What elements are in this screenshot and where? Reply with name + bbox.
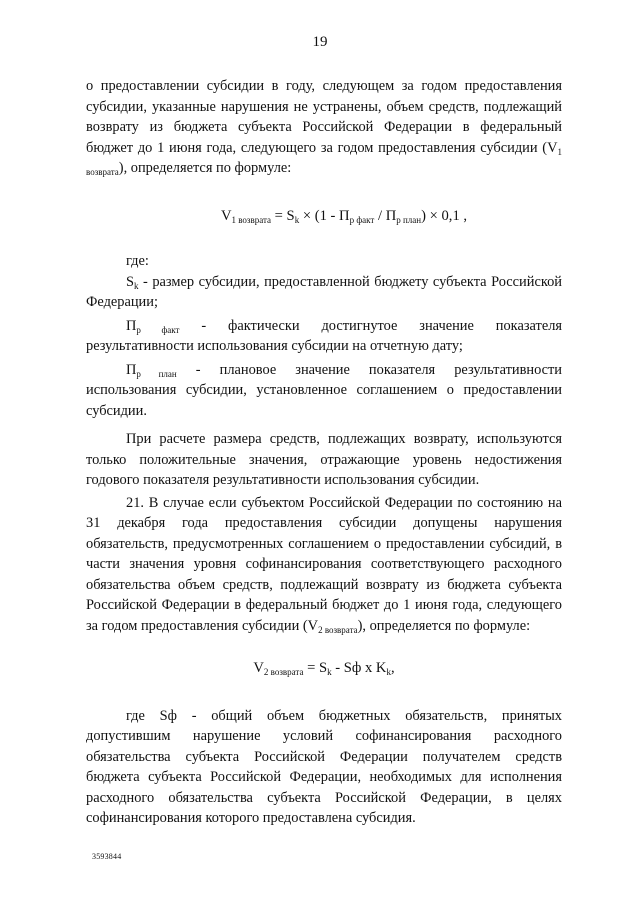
pplan-text: - плановое значение показателя результативности использования субсидии, установленное соглашением о предоставлении субсидии. (86, 361, 563, 419)
pplan-subscript: р план (136, 368, 177, 379)
definition-sf-paragraph: где Sф - общий объем бюджетных обязательств, принятых допустившим нарушение условий софинансирования расходного обязательства субъекта Российской Федерации получателем средств бюджета субъекта Российской Федерации, необходимых для исполнения расходного обязательства субъекта Российской Федерации, в целях софинансирования которого предоставлена субсидия. (86, 707, 562, 826)
formula1-mid: = S (271, 207, 295, 224)
formula2-v: V (253, 660, 264, 676)
intro-tail: ), определяется по формуле: (118, 160, 292, 176)
formula-v1 (86, 206, 562, 227)
formula1-rest1: × (1 - П (299, 207, 350, 224)
formula2-rest1: - Sф x K (331, 660, 387, 676)
sk-subscript: k (134, 280, 139, 291)
document-code: 3593844 (92, 852, 122, 861)
sk-text: - размер субсидии, предоставленной бюджету субъекта Российской Федерации; (86, 273, 562, 310)
formula-v2 (86, 658, 562, 679)
formula1-v-sub: 1 возврата (231, 214, 272, 225)
pfact-subscript: р факт (136, 324, 180, 335)
definition-pplan (86, 360, 562, 422)
formula1-p1-sub: р факт (349, 214, 375, 225)
formula1-p2-sub: р план (396, 214, 422, 225)
clause-21-tail: ), определяется по формуле: (357, 617, 531, 634)
intro-subscript: 1 возврата (86, 146, 562, 177)
intro-paragraph (86, 76, 562, 179)
clause-21-paragraph (86, 493, 562, 637)
formula2-k-sub: k (386, 667, 391, 677)
definition-pfact (86, 316, 562, 357)
page-number: 19 (312, 34, 328, 50)
intro-text: о предоставлении субсидии в году, следующем за годом предоставления субсидии, указанные нарушения не устранены, объем средств, подлежащий возврату из бюджета субъекта Российской Федерации в федеральный бюджет до 1 июня года, следующего за годом предоставления субсидии (V (86, 78, 562, 156)
calc-paragraph: При расчете размера средств, подлежащих возврату, используются только положительные значения, отражающие уровень недостижения годового показателя результативности использования субсидии. (86, 431, 562, 488)
formula1-rest3: ) × 0,1 , (421, 207, 468, 224)
clause-21-subscript: 2 возврата (318, 624, 358, 635)
formula1-v: V (220, 207, 232, 224)
formula1-s-sub: k (294, 214, 300, 225)
pfact-symbol: П (126, 317, 137, 334)
formula2-v-sub: 2 возврата (263, 667, 304, 677)
definition-sk (86, 272, 562, 313)
formula2-s-sub: k (327, 667, 332, 677)
pplan-symbol: П (126, 361, 137, 378)
clause-21-text: 21. В случае если субъектом Российской Федерации по состоянию на 31 декабря года предоставления субсидии допущены нарушения обязательств, предусмотренных соглашением о предоставлении субсидий, в части значения уровня софинансирования соответствующего расходного обязательства объем средств, подлежащий возврату из бюджета субъекта Российской Федерации в федеральный бюджет до 1 июня года, следующего за годом предоставления субсидии (V (86, 494, 562, 634)
document-body (86, 76, 562, 829)
formula1-rest2: / П (374, 207, 397, 224)
formula2-rest2: , (390, 660, 395, 676)
where-label: где: (126, 253, 149, 269)
sk-symbol: S (126, 273, 135, 290)
pfact-text: - фактически достигнутое значение показателя результативности использования субсидии на отчетную дату; (86, 317, 563, 354)
formula2-mid: = S (303, 660, 328, 676)
